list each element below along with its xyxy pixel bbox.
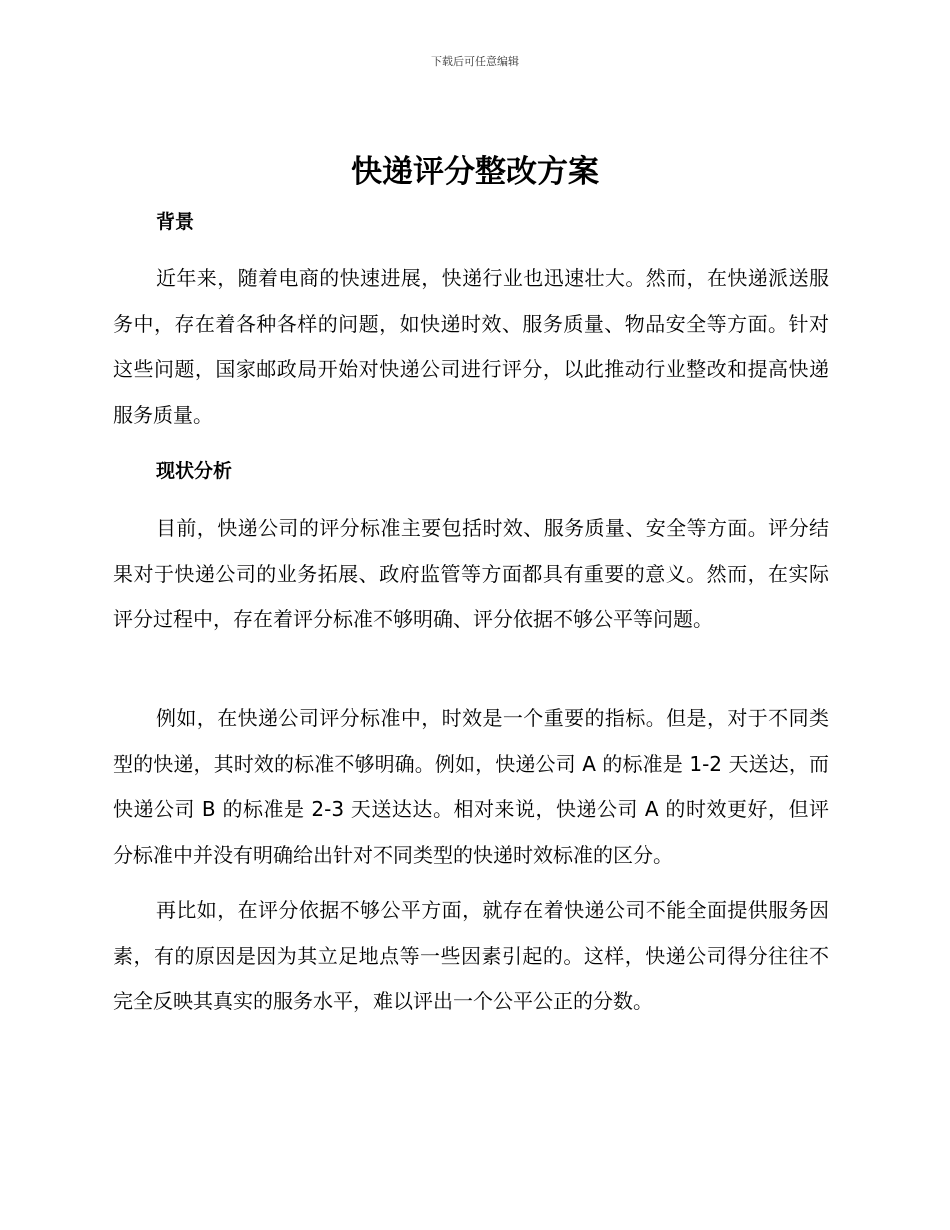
document-title: 快递评分整改方案 [351,154,599,190]
paragraph-status-analysis-1: 目前，快递公司的评分标准主要包括时效、服务质量、安全等方面。评分结果对于快递公司的业务拓展、政府监管等方面都具有重要的意义。然而，在实际评分过程中，存在着评分标准不够明确、评分依据不够公平等问题。 [113,516,829,631]
section-heading-background: 背景 [156,211,195,233]
section-heading-status-analysis: 现状分析 [156,460,233,482]
page-header-note: 下载后可任意编辑 [431,55,519,68]
paragraph-status-analysis-2: 例如，在快递公司评分标准中，时效是一个重要的指标。但是，对于不同类型的快递，其时效的标准不够明确。例如，快递公司 A 的标准是 1-2 天送达，而快递公司 B 的标准是 2-3 天送达达。相对来说，快递公司 A 的时效更好，但评分标准中并没有明确给出针对不同类型的快递时效标准的区分。 [113,706,829,867]
paragraph-background: 近年来，随着电商的快速进展，快递行业也迅速壮大。然而，在快递派送服务中，存在着各种各样的问题，如快递时效、服务质量、物品安全等方面。针对这些问题，国家邮政局开始对快递公司进行评分，以此推动行业整改和提高快递服务质量。 [113,266,829,427]
paragraph-status-analysis-3: 再比如，在评分依据不够公平方面，就存在着快递公司不能全面提供服务因素，有的原因是因为其立足地点等一些因素引起的。这样，快递公司得分往往不完全反映其真实的服务水平，难以评出一个公平公正的分数。 [113,898,829,1013]
